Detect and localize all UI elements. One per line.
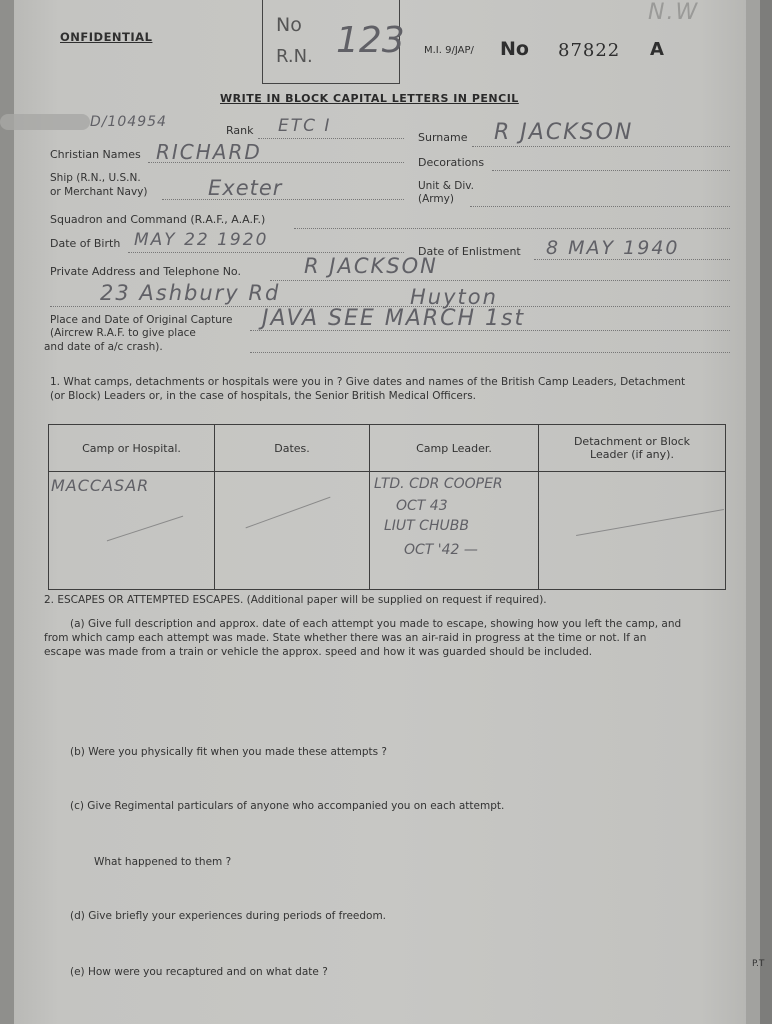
cell-camp-leader: [370, 472, 539, 590]
form-reference: M.I. 9/JAP/: [424, 45, 474, 56]
serial-suffix: A: [650, 39, 664, 60]
unit-label-line1: Unit & Div.: [418, 180, 474, 192]
capture-label-line1: Place and Date of Original Capture: [50, 314, 233, 326]
cell-dates: [215, 472, 370, 590]
question1-line1: 1. What camps, detachments or hospitals were you in ? Give dates and names of the British Camp Leaders, Detachment: [50, 376, 686, 388]
surname-label: Surname: [418, 131, 468, 144]
col-dates: Dates.: [215, 425, 370, 472]
date-of-birth-value: MAY 22 1920: [134, 230, 269, 250]
capture-label-line2: (Aircrew R.A.F. to give place: [50, 327, 196, 339]
question1-line2: (or Block) Leaders or, in the case of hospitals, the Senior British Medical Officers.: [50, 390, 477, 402]
table-row: [49, 472, 726, 590]
question2b: (b) Were you physically fit when you made these attempts ?: [70, 746, 387, 758]
question2a-line3: escape was made from a train or vehicle the approx. speed and how it was guarded should be included.: [44, 646, 593, 658]
cell-camp: [49, 472, 215, 590]
corner-handwriting: N.W: [648, 0, 700, 25]
squadron-label: Squadron and Command (R.A.F., A.A.F.): [50, 213, 266, 226]
address-dotted-line-1: [270, 280, 730, 281]
rank-value: ETC I: [278, 116, 332, 136]
capture-dotted-line-2: [250, 352, 730, 353]
christian-names-value: RICHARD: [156, 140, 262, 164]
cell-detachment: [539, 472, 726, 590]
address-value-street: 23 Ashbury Rd: [100, 281, 281, 305]
col-camp-or-hospital: Camp or Hospital.: [49, 425, 215, 472]
question2e: (e) How were you recaptured and on what date ?: [70, 966, 328, 978]
decorations-label: Decorations: [418, 156, 485, 169]
decorations-dotted-line: [492, 170, 730, 171]
surname-dotted-line: [472, 146, 730, 147]
strike-line: [246, 497, 331, 529]
leader-line-3: LIUT CHUBB: [384, 518, 469, 534]
strike-line: [576, 509, 724, 536]
camp-value: MACCASAR: [51, 476, 150, 495]
camps-table-header-row: [49, 425, 726, 472]
question2d: (d) Give briefly your experiences during periods of freedom.: [70, 910, 387, 922]
enlistment-label: Date of Enlistment: [418, 245, 521, 258]
sheet-right-edge: [746, 0, 760, 1024]
confidential-label: ONFIDENTIAL: [60, 30, 153, 44]
ship-value: Exeter: [208, 176, 283, 200]
date-of-birth-label: Date of Birth: [50, 237, 121, 250]
question2a-line2: from which camp each attempt was made. State whether there was an air-raid in progress at the time or not. If an: [44, 632, 647, 644]
ship-dotted-line: [162, 199, 404, 200]
ship-label-line1: Ship (R.N., U.S.N.: [50, 172, 141, 184]
date-of-birth-dotted-line: [128, 252, 404, 253]
christian-names-label: Christian Names: [50, 148, 141, 161]
address-label: Private Address and Telephone No.: [50, 265, 241, 278]
block-capitals-instruction: WRITE IN BLOCK CAPITAL LETTERS IN PENCIL: [220, 92, 519, 105]
address-value-name: R JACKSON: [304, 254, 438, 278]
ship-label-line2: or Merchant Navy): [50, 186, 148, 198]
rank-label: Rank: [226, 124, 254, 137]
leader-line-1: LTD. CDR COOPER: [374, 476, 503, 492]
unit-dotted-line: [470, 206, 730, 207]
stamp-number-handwritten: 123: [336, 20, 405, 61]
enlistment-value: 8 MAY 1940: [546, 237, 680, 259]
col-detachment-leader: Detachment or Block Leader (if any).: [539, 425, 726, 472]
service-number-value: D/104954: [90, 114, 167, 130]
rank-dotted-line: [258, 138, 404, 139]
pto-label: P.T: [752, 959, 765, 969]
enlistment-dotted-line: [534, 259, 730, 260]
capture-value: JAVA SEE MARCH 1st: [262, 306, 526, 331]
stamp-no: No: [276, 14, 302, 36]
surname-value: R JACKSON: [494, 120, 634, 145]
question2-heading: 2. ESCAPES OR ATTEMPTED ESCAPES. (Additional paper will be supplied on request if required).: [44, 594, 547, 606]
question2c-sub: What happened to them ?: [94, 856, 232, 868]
no-label: No: [500, 38, 529, 60]
camps-table: [48, 424, 726, 590]
serial-number: 87822: [558, 40, 621, 61]
pin-tag: [0, 114, 90, 130]
question2a-line1: (a) Give full description and approx. date of each attempt you made to escape, showing how you left the camp, and: [70, 618, 682, 630]
stamp-rn: R.N.: [276, 46, 313, 67]
leader-line-2: OCT 43: [396, 498, 448, 514]
strike-line: [107, 516, 183, 542]
squadron-dotted-line: [294, 228, 730, 229]
col-camp-leader: Camp Leader.: [370, 425, 539, 472]
capture-label-line3: and date of a/c crash).: [44, 341, 163, 353]
leader-line-4: OCT '42 —: [404, 542, 478, 558]
address-value-town: Huyton: [410, 285, 498, 309]
unit-label-line2: (Army): [418, 193, 454, 205]
question2c: (c) Give Regimental particulars of anyone who accompanied you on each attempt.: [70, 800, 505, 812]
